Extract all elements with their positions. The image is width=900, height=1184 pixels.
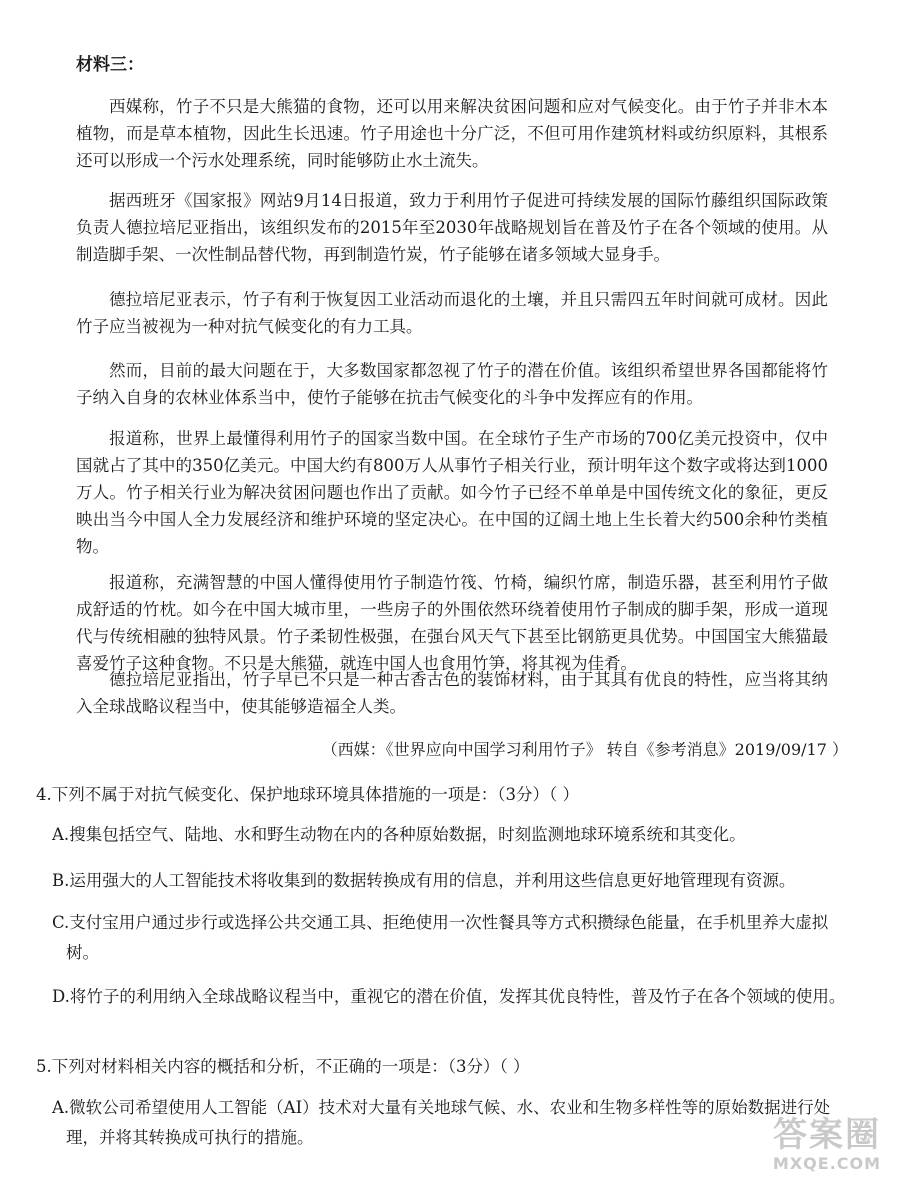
material-heading: 材料三：	[76, 55, 144, 75]
paragraph: 报道称，世界上最懂得利用竹子的国家当数中国。在全球竹子生产市场的700亿美元投资中，仅中国就占了其中的350亿美元。中国大约有800万人从事竹子相关行业，预计明年这个数字或将达到1000万人。竹子相关行业为解决贫困问题也作出了贡献。如今竹子已经不单单是中国传统文化的象征，更反映出当今中国人全力发展经济和维护环境的坚定决心。在中国的辽阔土地上生长着大约500余种竹类植物。	[76, 429, 828, 556]
paragraph: 然而，目前的最大问题在于，大多数国家都忽视了竹子的潜在价值。该组织希望世界各国都能将竹子纳入自身的农林业体系当中，使竹子能够在抗击气候变化的斗争中发挥应有的作用。	[76, 361, 828, 407]
paragraph: 据西班牙《国家报》网站9月14日报道，致力于利用竹子促进可持续发展的国际竹藤组织国际政策负责人德拉培尼亚指出，该组织发布的2015年至2030年战略规划旨在普及竹子在各个领域的使用。从制造脚手架、一次性制品替代物，再到制造竹炭，竹子能够在诸多领域大显身手。	[76, 191, 828, 264]
question-4-option-d: D.将竹子的利用纳入全球战略议程当中，重视它的潜在价值，发挥其优良特性，普及竹子在各个领域的使用。	[52, 987, 846, 1006]
paragraph: 德拉培尼亚表示，竹子有利于恢复因工业活动而退化的土壤，并且只需四五年时间就可成材。因此竹子应当被视为一种对抗气候变化的有力工具。	[76, 290, 828, 336]
watermark-stamp-url: MXQE.COM	[772, 1154, 882, 1173]
paragraph: 报道称，充满智慧的中国人懂得使用竹子制造竹筏、竹椅，编织竹席，制造乐器，甚至利用竹子做成舒适的竹枕。如今在中国大城市里，一些房子的外围依然环绕着使用竹子制成的脚手架，形成一道现代与传统相融的独特风景。竹子柔韧性极强，在强台风天气下甚至比钢筋更具优势。中国国宝大熊猫最喜爱竹子这种食物。不只是大熊猫，就连中国人也食用竹笋，将其视为佳肴。	[76, 573, 828, 673]
paragraph: 德拉培尼亚指出，竹子早已不只是一种古香古色的装饰材料，由于其具有优良的特性，应当将其纳入全球战略议程当中，使其能够造福全人类。	[76, 670, 828, 716]
paragraph: 西媒称，竹子不只是大熊猫的食物，还可以用来解决贫困问题和应对气候变化。由于竹子并非木本植物，而是草本植物，因此生长迅速。竹子用途也十分广泛，不但可用作建筑材料或纺织原料，其根系还可以形成一个污水处理系统，同时能够防止水土流失。	[76, 97, 828, 170]
source-citation: （西媒：《世界应向中国学习利用竹子》 转自《参考消息》2019/09/17 ）	[321, 740, 848, 759]
question-5-option-a: A.微软公司希望使用人工智能（AI）技术对大量有关地球气候、水、农业和生物多样性等的原始数据进行处理，并将其转换成可执行的措施。	[52, 1098, 831, 1147]
question-4-stem: 4.下列不属于对抗气候变化、保护地球环境具体措施的一项是：（3分）（ ）	[36, 785, 579, 804]
watermark-stamp-title: 答案圈	[773, 1115, 881, 1155]
question-4-option-a: A.搜集包括空气、陆地、水和野生动物在内的各种原始数据，时刻监测地球环境系统和其变化。	[52, 825, 746, 844]
question-4-option-c: C.支付宝用户通过步行或选择公共交通工具、拒绝使用一次性餐具等方式积攒绿色能量，在手机里养大虚拟树。	[52, 913, 829, 962]
question-4-option-b: B.运用强大的人工智能技术将收集到的数据转换成有用的信息，并利用这些信息更好地管理现有资源。	[52, 871, 796, 890]
question-5-stem: 5.下列对材料相关内容的概括和分析，不正确的一项是：（3分）（ ）	[36, 1057, 530, 1076]
